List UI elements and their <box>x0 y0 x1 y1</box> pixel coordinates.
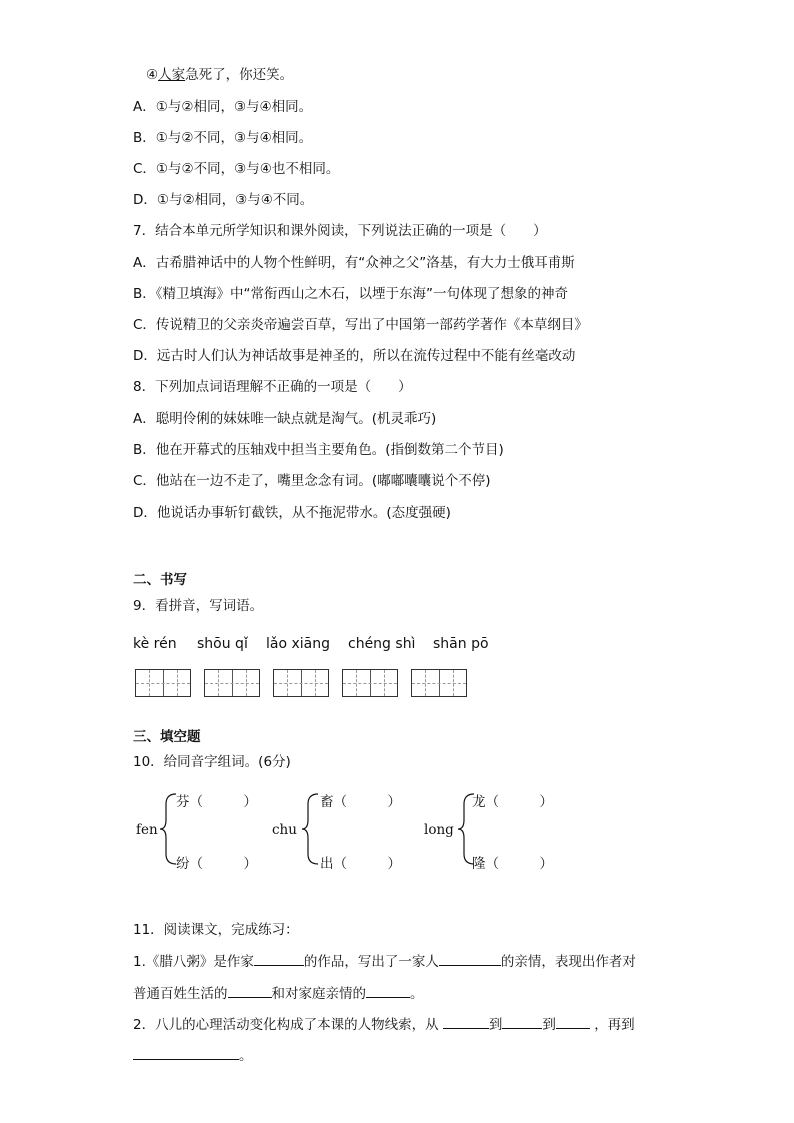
sound-fen: fen <box>136 822 158 838</box>
tianzige-box-4[interactable] <box>342 669 398 697</box>
tianzige-box-2[interactable] <box>204 669 260 697</box>
blank[interactable] <box>228 984 272 998</box>
q11-line-1 <box>133 952 636 971</box>
q6-option-a: A．①与②相同，③与④相同。 <box>133 99 313 115</box>
q11-text: 到 <box>542 1017 556 1033</box>
blank[interactable] <box>443 1015 489 1029</box>
blank[interactable] <box>133 1046 239 1060</box>
tianzige-box-5[interactable] <box>411 669 467 697</box>
q11-text: 的作品，写出了一家人 <box>303 954 439 970</box>
q10-stem: 10．给同音字组词。(6分) <box>133 754 291 770</box>
q11-text: 普通百姓生活的 <box>133 986 228 1002</box>
char-fen-2: 纷（ ） <box>176 856 257 872</box>
q8-stem: 8．下列加点词语理解不正确的一项是（ ） <box>133 379 412 395</box>
q11-stem: 11．阅读课文，完成练习： <box>133 922 299 938</box>
q7-option-c: C．传说精卫的父亲炎帝遍尝百草，写出了中国第一部药学著作《本草纲目》 <box>133 317 588 333</box>
q11-text: 。 <box>410 986 424 1002</box>
section-2-heading: 二、书写 <box>133 572 187 588</box>
blank[interactable] <box>502 1015 542 1029</box>
q11-line-4 <box>133 1046 253 1065</box>
q7-option-d: D．远古时人们认为神话故事是神圣的，所以在流传过程中不能有丝毫改动 <box>133 348 576 364</box>
pinyin-3: lǎo xiāng <box>266 636 330 652</box>
q11-text: 2．八儿的心理活动变化构成了本课的人物线索，从 <box>133 1017 439 1033</box>
q11-text: 和对家庭亲情的 <box>271 986 366 1002</box>
char-long-1: 龙（ ） <box>472 794 553 810</box>
item-text: 急死了，你还笑。 <box>185 67 294 83</box>
emphasized-word: 人家 <box>158 67 186 83</box>
q11-line-2 <box>133 984 424 1003</box>
char-chu-2: 出（ ） <box>320 856 401 872</box>
q6-option-d: D．①与②相同，③与④不同。 <box>133 192 314 208</box>
section-3-heading: 三、填空题 <box>133 729 201 745</box>
blank[interactable] <box>439 952 501 966</box>
q8-option-a: A．聪明伶俐的妹妹唯一缺点就是淘气。(机灵乖巧) <box>133 411 437 427</box>
q7-stem: 7．结合本单元所学知识和课外阅读，下列说法正确的一项是（ ） <box>133 223 547 239</box>
q6-option-b: B．①与②不同，③与④相同。 <box>133 130 313 146</box>
pinyin-4: chéng shì <box>348 636 416 652</box>
q11-text: 的亲情，表现出作者对 <box>500 954 636 970</box>
q9-stem: 9．看拼音，写词语。 <box>133 598 264 614</box>
char-fen-1: 芬（ ） <box>176 794 257 810</box>
pinyin-2: shōu qǐ <box>197 636 248 652</box>
q8-option-b: B．他在开幕式的压轴戏中担当主要角色。(指倒数第二个节目) <box>133 442 504 458</box>
sound-long: long <box>424 822 454 838</box>
pinyin-5: shān pō <box>433 636 489 652</box>
blank[interactable] <box>556 1015 590 1029</box>
q7-option-a: A．古希腊神话中的人物个性鲜明，有“众神之父”洛基，有大力士俄耳甫斯 <box>133 255 575 271</box>
q11-line-3 <box>133 1015 635 1034</box>
blank[interactable] <box>366 984 410 998</box>
tianzige-box-3[interactable] <box>273 669 329 697</box>
blank[interactable] <box>254 952 304 966</box>
left-brace-icon <box>158 792 178 866</box>
q11-text: 。 <box>239 1048 253 1064</box>
q7-option-b: B．《精卫填海》中“常衔西山之木石，以堙于东海”一句体现了想象的神奇 <box>133 286 568 302</box>
q8-option-d: D．他说话办事斩钉截铁，从不拖泥带水。(态度强硬) <box>133 505 451 521</box>
q11-text: 到 <box>488 1017 503 1033</box>
q6-item-4 <box>146 66 293 84</box>
q6-option-c: C．①与②不同，③与④也不相同。 <box>133 161 340 177</box>
char-long-2: 隆（ ） <box>472 856 553 872</box>
q11-text: ，再到 <box>594 1017 635 1033</box>
tianzige-box-1[interactable] <box>135 669 191 697</box>
q11-text: 1.《腊八粥》是作家 <box>133 954 254 970</box>
sound-chu: chu <box>272 822 297 838</box>
pinyin-1: kè rén <box>133 636 177 652</box>
item-number: ④ <box>146 67 159 83</box>
q8-option-c: C．他站在一边不走了，嘴里念念有词。(嘟嘟囔囔说个不停) <box>133 473 491 489</box>
char-chu-1: 畜（ ） <box>320 794 401 810</box>
left-brace-icon <box>300 792 320 866</box>
